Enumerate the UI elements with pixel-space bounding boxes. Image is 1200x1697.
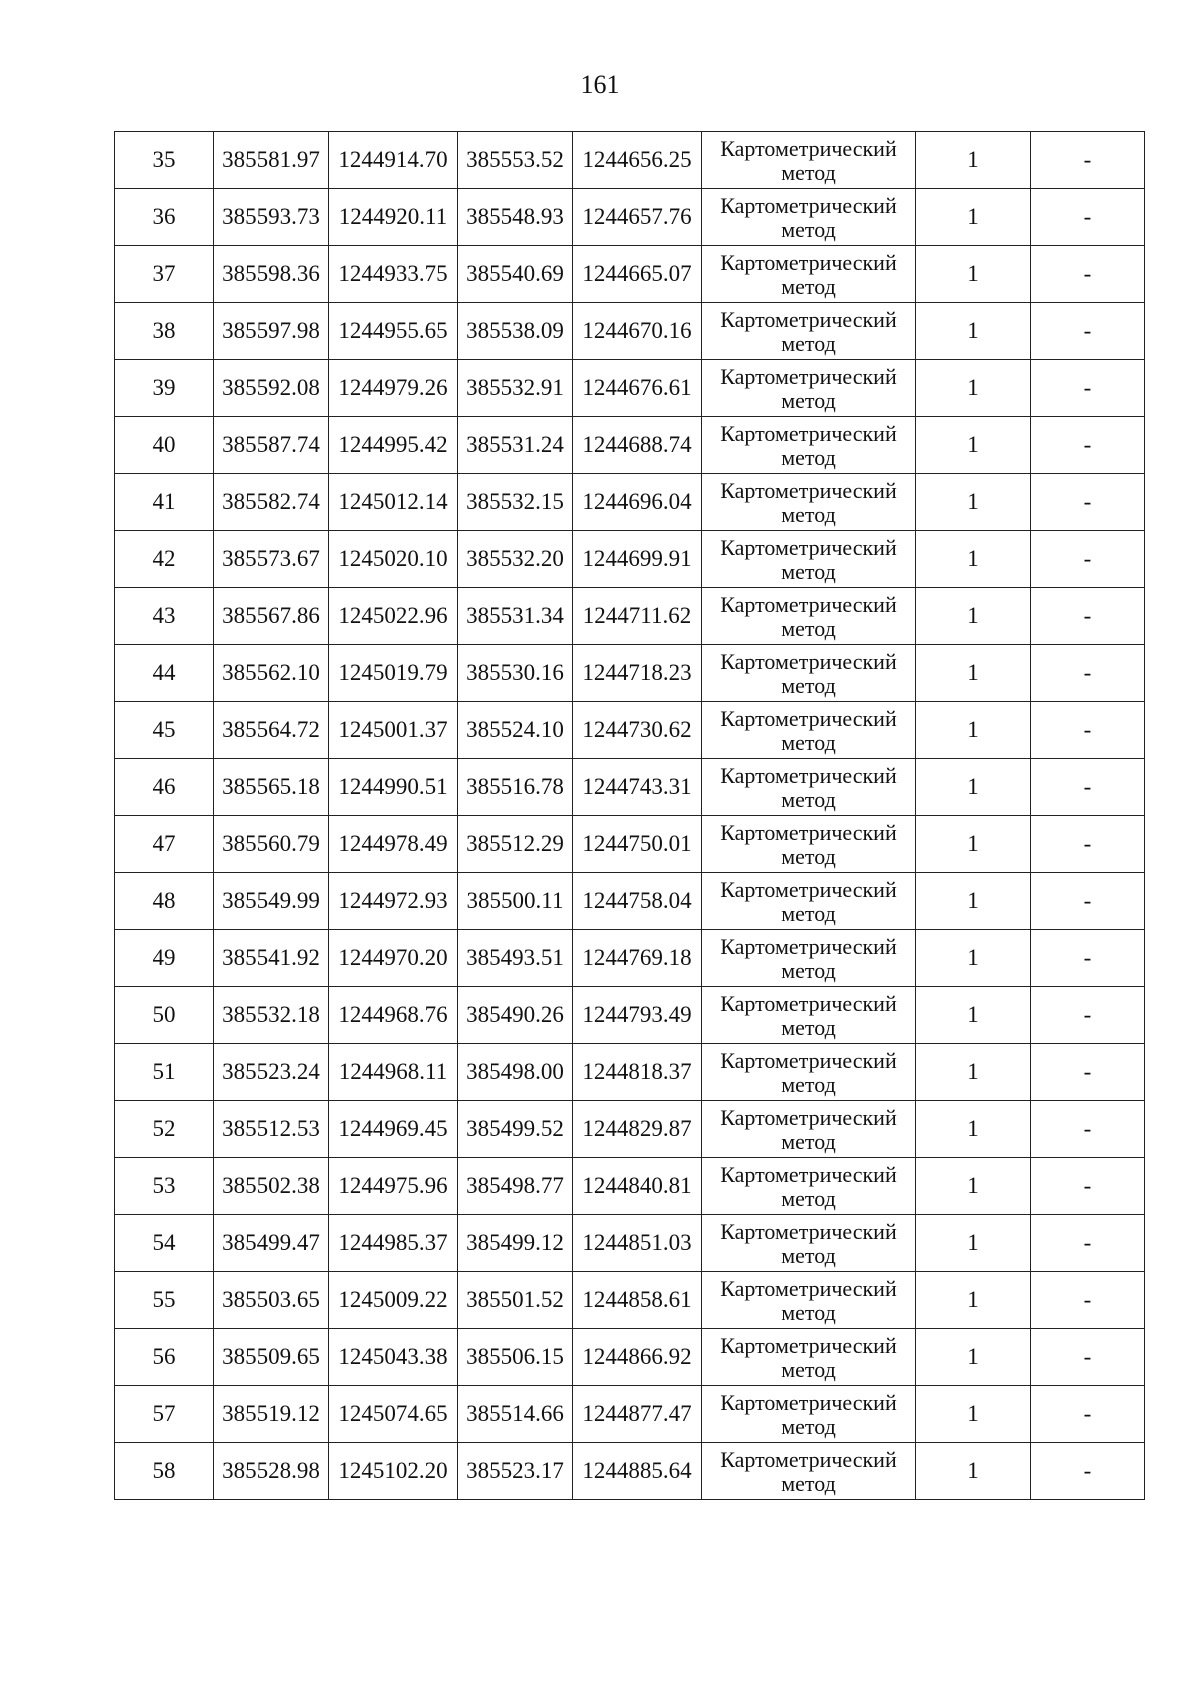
x2-cell: 385499.12 — [458, 1215, 573, 1272]
table-row — [115, 873, 1145, 930]
accuracy-cell: 1 — [916, 1215, 1031, 1272]
table-row — [115, 1101, 1145, 1158]
note-cell: - — [1031, 645, 1145, 702]
table-row — [115, 1329, 1145, 1386]
note-cell: - — [1031, 816, 1145, 873]
x1-cell: 385502.38 — [214, 1158, 329, 1215]
note-cell: - — [1031, 132, 1145, 189]
method-cell: Картометрический метод — [702, 1386, 916, 1443]
y1-cell: 1244914.70 — [329, 132, 458, 189]
accuracy-cell: 1 — [916, 1329, 1031, 1386]
y1-cell: 1245022.96 — [329, 588, 458, 645]
note-cell: - — [1031, 246, 1145, 303]
point-number-cell: 51 — [115, 1044, 214, 1101]
x1-cell: 385582.74 — [214, 474, 329, 531]
method-cell: Картометрический метод — [702, 246, 916, 303]
point-number-cell: 35 — [115, 132, 214, 189]
y2-cell: 1244711.62 — [573, 588, 702, 645]
note-cell: - — [1031, 702, 1145, 759]
y1-cell: 1245074.65 — [329, 1386, 458, 1443]
note-cell: - — [1031, 189, 1145, 246]
y1-cell: 1245009.22 — [329, 1272, 458, 1329]
method-cell: Картометрический метод — [702, 1158, 916, 1215]
y2-cell: 1244818.37 — [573, 1044, 702, 1101]
x1-cell: 385512.53 — [214, 1101, 329, 1158]
table-row — [115, 759, 1145, 816]
x2-cell: 385516.78 — [458, 759, 573, 816]
point-number-cell: 50 — [115, 987, 214, 1044]
table-row — [115, 1044, 1145, 1101]
x2-cell: 385532.91 — [458, 360, 573, 417]
accuracy-cell: 1 — [916, 1272, 1031, 1329]
page-number: 161 — [580, 70, 620, 99]
y1-cell: 1244968.76 — [329, 987, 458, 1044]
table-row — [115, 360, 1145, 417]
point-number-cell: 47 — [115, 816, 214, 873]
method-cell: Картометрический метод — [702, 987, 916, 1044]
y2-cell: 1244866.92 — [573, 1329, 702, 1386]
method-cell: Картометрический метод — [702, 189, 916, 246]
table-row — [115, 645, 1145, 702]
method-cell: Картометрический метод — [702, 1443, 916, 1500]
accuracy-cell: 1 — [916, 816, 1031, 873]
x1-cell: 385532.18 — [214, 987, 329, 1044]
table-row — [115, 1158, 1145, 1215]
method-cell: Картометрический метод — [702, 930, 916, 987]
point-number-cell: 53 — [115, 1158, 214, 1215]
method-cell: Картометрический метод — [702, 702, 916, 759]
x1-cell: 385593.73 — [214, 189, 329, 246]
y2-cell: 1244696.04 — [573, 474, 702, 531]
y2-cell: 1244829.87 — [573, 1101, 702, 1158]
y2-cell: 1244750.01 — [573, 816, 702, 873]
method-cell: Картометрический метод — [702, 816, 916, 873]
point-number-cell: 40 — [115, 417, 214, 474]
x2-cell: 385532.20 — [458, 531, 573, 588]
accuracy-cell: 1 — [916, 1101, 1031, 1158]
y2-cell: 1244769.18 — [573, 930, 702, 987]
x2-cell: 385531.34 — [458, 588, 573, 645]
x1-cell: 385597.98 — [214, 303, 329, 360]
y1-cell: 1244955.65 — [329, 303, 458, 360]
point-number-cell: 41 — [115, 474, 214, 531]
y1-cell: 1244920.11 — [329, 189, 458, 246]
x2-cell: 385499.52 — [458, 1101, 573, 1158]
x1-cell: 385549.99 — [214, 873, 329, 930]
y1-cell: 1244975.96 — [329, 1158, 458, 1215]
x2-cell: 385506.15 — [458, 1329, 573, 1386]
table-row — [115, 987, 1145, 1044]
y2-cell: 1244676.61 — [573, 360, 702, 417]
table-row — [115, 1386, 1145, 1443]
table-row — [115, 1215, 1145, 1272]
x2-cell: 385500.11 — [458, 873, 573, 930]
method-cell: Картометрический метод — [702, 360, 916, 417]
accuracy-cell: 1 — [916, 531, 1031, 588]
table-row — [115, 246, 1145, 303]
note-cell: - — [1031, 1386, 1145, 1443]
x1-cell: 385541.92 — [214, 930, 329, 987]
method-cell: Картометрический метод — [702, 1272, 916, 1329]
point-number-cell: 58 — [115, 1443, 214, 1500]
y2-cell: 1244851.03 — [573, 1215, 702, 1272]
x2-cell: 385540.69 — [458, 246, 573, 303]
x2-cell: 385538.09 — [458, 303, 573, 360]
note-cell: - — [1031, 873, 1145, 930]
y1-cell: 1244985.37 — [329, 1215, 458, 1272]
y2-cell: 1244688.74 — [573, 417, 702, 474]
accuracy-cell: 1 — [916, 360, 1031, 417]
y2-cell: 1244793.49 — [573, 987, 702, 1044]
y2-cell: 1244877.47 — [573, 1386, 702, 1443]
accuracy-cell: 1 — [916, 417, 1031, 474]
point-number-cell: 45 — [115, 702, 214, 759]
point-number-cell: 57 — [115, 1386, 214, 1443]
accuracy-cell: 1 — [916, 759, 1031, 816]
method-cell: Картометрический метод — [702, 645, 916, 702]
method-cell: Картометрический метод — [702, 1044, 916, 1101]
x2-cell: 385512.29 — [458, 816, 573, 873]
accuracy-cell: 1 — [916, 702, 1031, 759]
accuracy-cell: 1 — [916, 1443, 1031, 1500]
y1-cell: 1245043.38 — [329, 1329, 458, 1386]
x1-cell: 385509.65 — [214, 1329, 329, 1386]
x1-cell: 385592.08 — [214, 360, 329, 417]
point-number-cell: 46 — [115, 759, 214, 816]
x1-cell: 385528.98 — [214, 1443, 329, 1500]
method-cell: Картометрический метод — [702, 873, 916, 930]
table-row — [115, 1272, 1145, 1329]
x2-cell: 385524.10 — [458, 702, 573, 759]
y2-cell: 1244858.61 — [573, 1272, 702, 1329]
note-cell: - — [1031, 930, 1145, 987]
y1-cell: 1244933.75 — [329, 246, 458, 303]
note-cell: - — [1031, 531, 1145, 588]
table-body — [115, 132, 1145, 1500]
y2-cell: 1244718.23 — [573, 645, 702, 702]
table-row — [115, 1443, 1145, 1500]
x1-cell: 385587.74 — [214, 417, 329, 474]
accuracy-cell: 1 — [916, 1386, 1031, 1443]
table-row — [115, 303, 1145, 360]
x1-cell: 385499.47 — [214, 1215, 329, 1272]
y2-cell: 1244656.25 — [573, 132, 702, 189]
table-row — [115, 189, 1145, 246]
x2-cell: 385553.52 — [458, 132, 573, 189]
table-row — [115, 132, 1145, 189]
y2-cell: 1244840.81 — [573, 1158, 702, 1215]
table-row — [115, 417, 1145, 474]
x1-cell: 385565.18 — [214, 759, 329, 816]
x1-cell: 385562.10 — [214, 645, 329, 702]
x2-cell: 385530.16 — [458, 645, 573, 702]
method-cell: Картометрический метод — [702, 759, 916, 816]
point-number-cell: 37 — [115, 246, 214, 303]
note-cell: - — [1031, 1044, 1145, 1101]
point-number-cell: 36 — [115, 189, 214, 246]
y1-cell: 1244969.45 — [329, 1101, 458, 1158]
x2-cell: 385498.77 — [458, 1158, 573, 1215]
y1-cell: 1244979.26 — [329, 360, 458, 417]
method-cell: Картометрический метод — [702, 417, 916, 474]
point-number-cell: 56 — [115, 1329, 214, 1386]
point-number-cell: 54 — [115, 1215, 214, 1272]
accuracy-cell: 1 — [916, 246, 1031, 303]
point-number-cell: 42 — [115, 531, 214, 588]
method-cell: Картометрический метод — [702, 1101, 916, 1158]
accuracy-cell: 1 — [916, 645, 1031, 702]
y1-cell: 1245102.20 — [329, 1443, 458, 1500]
y1-cell: 1245019.79 — [329, 645, 458, 702]
note-cell: - — [1031, 987, 1145, 1044]
point-number-cell: 48 — [115, 873, 214, 930]
method-cell: Картометрический метод — [702, 474, 916, 531]
method-cell: Картометрический метод — [702, 303, 916, 360]
x2-cell: 385548.93 — [458, 189, 573, 246]
y1-cell: 1244972.93 — [329, 873, 458, 930]
x1-cell: 385519.12 — [214, 1386, 329, 1443]
y2-cell: 1244665.07 — [573, 246, 702, 303]
method-cell: Картометрический метод — [702, 1329, 916, 1386]
accuracy-cell: 1 — [916, 588, 1031, 645]
table-row — [115, 702, 1145, 759]
y1-cell: 1245001.37 — [329, 702, 458, 759]
y1-cell: 1245012.14 — [329, 474, 458, 531]
table-row — [115, 816, 1145, 873]
y1-cell: 1244995.42 — [329, 417, 458, 474]
method-cell: Картометрический метод — [702, 588, 916, 645]
note-cell: - — [1031, 360, 1145, 417]
x2-cell: 385501.52 — [458, 1272, 573, 1329]
y2-cell: 1244743.31 — [573, 759, 702, 816]
x1-cell: 385503.65 — [214, 1272, 329, 1329]
note-cell: - — [1031, 474, 1145, 531]
note-cell: - — [1031, 759, 1145, 816]
accuracy-cell: 1 — [916, 1044, 1031, 1101]
y2-cell: 1244730.62 — [573, 702, 702, 759]
y1-cell: 1245020.10 — [329, 531, 458, 588]
y2-cell: 1244758.04 — [573, 873, 702, 930]
y1-cell: 1244968.11 — [329, 1044, 458, 1101]
y2-cell: 1244885.64 — [573, 1443, 702, 1500]
method-cell: Картометрический метод — [702, 132, 916, 189]
note-cell: - — [1031, 303, 1145, 360]
accuracy-cell: 1 — [916, 189, 1031, 246]
y2-cell: 1244657.76 — [573, 189, 702, 246]
note-cell: - — [1031, 588, 1145, 645]
x2-cell: 385498.00 — [458, 1044, 573, 1101]
point-number-cell: 55 — [115, 1272, 214, 1329]
point-number-cell: 43 — [115, 588, 214, 645]
x1-cell: 385598.36 — [214, 246, 329, 303]
accuracy-cell: 1 — [916, 132, 1031, 189]
x2-cell: 385531.24 — [458, 417, 573, 474]
x2-cell: 385493.51 — [458, 930, 573, 987]
note-cell: - — [1031, 1443, 1145, 1500]
x1-cell: 385564.72 — [214, 702, 329, 759]
x1-cell: 385573.67 — [214, 531, 329, 588]
note-cell: - — [1031, 1272, 1145, 1329]
x2-cell: 385532.15 — [458, 474, 573, 531]
table-row — [115, 531, 1145, 588]
accuracy-cell: 1 — [916, 930, 1031, 987]
x1-cell: 385560.79 — [214, 816, 329, 873]
accuracy-cell: 1 — [916, 1158, 1031, 1215]
y1-cell: 1244970.20 — [329, 930, 458, 987]
note-cell: - — [1031, 1158, 1145, 1215]
method-cell: Картометрический метод — [702, 531, 916, 588]
point-number-cell: 49 — [115, 930, 214, 987]
accuracy-cell: 1 — [916, 303, 1031, 360]
y1-cell: 1244978.49 — [329, 816, 458, 873]
point-number-cell: 39 — [115, 360, 214, 417]
note-cell: - — [1031, 1329, 1145, 1386]
x1-cell: 385523.24 — [214, 1044, 329, 1101]
coordinates-table — [114, 131, 1145, 1500]
note-cell: - — [1031, 1215, 1145, 1272]
table-row — [115, 930, 1145, 987]
x1-cell: 385581.97 — [214, 132, 329, 189]
note-cell: - — [1031, 1101, 1145, 1158]
y2-cell: 1244699.91 — [573, 531, 702, 588]
y2-cell: 1244670.16 — [573, 303, 702, 360]
method-cell: Картометрический метод — [702, 1215, 916, 1272]
point-number-cell: 44 — [115, 645, 214, 702]
table-row — [115, 588, 1145, 645]
point-number-cell: 38 — [115, 303, 214, 360]
table-row — [115, 474, 1145, 531]
x1-cell: 385567.86 — [214, 588, 329, 645]
y1-cell: 1244990.51 — [329, 759, 458, 816]
x2-cell: 385523.17 — [458, 1443, 573, 1500]
accuracy-cell: 1 — [916, 987, 1031, 1044]
x2-cell: 385514.66 — [458, 1386, 573, 1443]
x2-cell: 385490.26 — [458, 987, 573, 1044]
point-number-cell: 52 — [115, 1101, 214, 1158]
accuracy-cell: 1 — [916, 474, 1031, 531]
note-cell: - — [1031, 417, 1145, 474]
accuracy-cell: 1 — [916, 873, 1031, 930]
